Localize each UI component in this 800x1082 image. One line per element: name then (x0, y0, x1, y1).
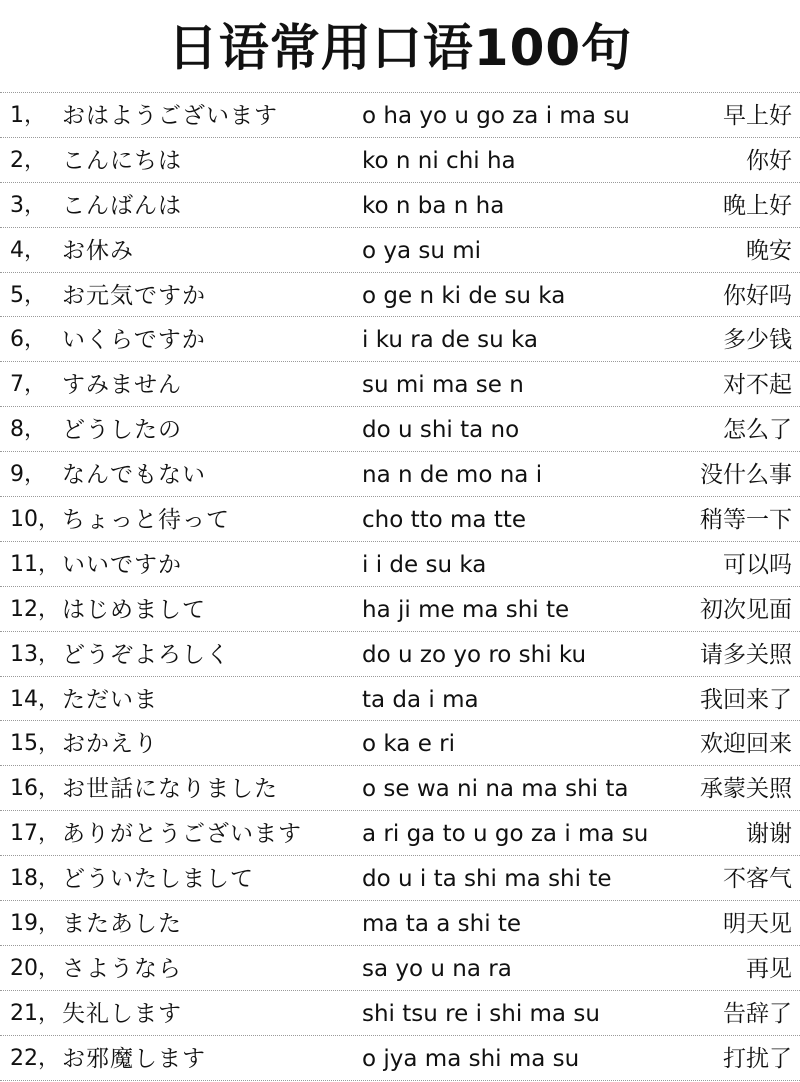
romaji-reading: sa yo u na ra (362, 955, 512, 982)
japanese-phrase: ただいま (62, 686, 158, 713)
romaji-reading: do u i ta shi ma shi te (362, 866, 612, 893)
phrase-row (0, 811, 800, 856)
japanese-phrase: いいですか (62, 551, 182, 578)
phrase-row (0, 721, 800, 766)
japanese-phrase: ありがとうございます (62, 821, 302, 848)
phrase-row (0, 183, 800, 228)
chinese-meaning: 多少钱 (723, 327, 792, 354)
phrase-number: 19， (10, 911, 60, 937)
phrase-number: 18， (10, 866, 60, 892)
romaji-reading: do u shi ta no (362, 417, 520, 444)
chinese-meaning: 怎么了 (723, 417, 792, 444)
japanese-phrase: どういたしまして (62, 866, 254, 893)
japanese-phrase: お休み (62, 237, 134, 264)
chinese-meaning: 没什么事 (700, 462, 792, 489)
japanese-phrase: お元気ですか (62, 282, 206, 309)
romaji-reading: o jya ma shi ma su (362, 1045, 580, 1072)
phrase-row (0, 766, 800, 811)
japanese-phrase: どうぞよろしく (62, 641, 230, 668)
phrase-number: 12， (10, 596, 60, 622)
chinese-meaning: 初次见面 (700, 596, 792, 623)
phrase-row (0, 228, 800, 273)
romaji-reading: do u zo yo ro shi ku (362, 641, 587, 668)
phrase-number: 10， (10, 507, 60, 533)
phrase-row (0, 452, 800, 497)
chinese-meaning: 承蒙关照 (700, 776, 792, 803)
phrase-number: 3， (10, 192, 46, 218)
romaji-reading: o ge n ki de su ka (362, 282, 566, 309)
phrase-row (0, 273, 800, 318)
romaji-reading: su mi ma se n (362, 372, 524, 399)
chinese-meaning: 打扰了 (723, 1045, 792, 1072)
phrase-number: 6， (10, 327, 46, 353)
phrase-number: 21， (10, 1000, 60, 1026)
chinese-meaning: 对不起 (723, 372, 792, 399)
phrase-row (0, 317, 800, 362)
phrase-number: 8， (10, 417, 46, 443)
romaji-reading: shi tsu re i shi ma su (362, 1000, 600, 1027)
phrase-row (0, 362, 800, 407)
romaji-reading: o se wa ni na ma shi ta (362, 776, 629, 803)
romaji-reading: a ri ga to u go za i ma su (362, 821, 649, 848)
romaji-reading: cho tto ma tte (362, 507, 527, 534)
phrase-row (0, 587, 800, 632)
phrase-row (0, 946, 800, 991)
phrase-number: 2， (10, 147, 46, 173)
phrase-row (0, 407, 800, 452)
phrase-number: 22， (10, 1045, 60, 1071)
romaji-reading: i i de su ka (362, 551, 487, 578)
japanese-phrase: すみません (62, 372, 182, 399)
romaji-reading: o ha yo u go za i ma su (362, 103, 630, 129)
phrase-number: 17， (10, 821, 60, 847)
chinese-meaning: 早上好 (723, 103, 792, 129)
phrase-number: 5， (10, 282, 46, 308)
romaji-reading: ko n ni chi ha (362, 147, 516, 174)
romaji-reading: ha ji me ma shi te (362, 596, 570, 623)
japanese-phrase: はじめまして (62, 596, 206, 623)
phrase-number: 11， (10, 551, 60, 577)
chinese-meaning: 可以吗 (723, 551, 792, 578)
romaji-reading: ko n ba n ha (362, 192, 505, 219)
phrase-number: 9， (10, 462, 46, 488)
phrase-row (0, 93, 800, 138)
phrase-row (0, 497, 800, 542)
phrase-row (0, 856, 800, 901)
chinese-meaning: 晚上好 (723, 192, 792, 219)
japanese-phrase: おはようございます (62, 103, 278, 129)
page-title: 日语常用口语100句 (0, 0, 800, 93)
phrase-row (0, 632, 800, 677)
phrase-row (0, 1036, 800, 1081)
phrase-number: 16， (10, 776, 60, 802)
chinese-meaning: 欢迎回来 (700, 731, 792, 758)
phrase-number: 20， (10, 955, 60, 981)
phrase-number: 7， (10, 372, 46, 398)
romaji-reading: i ku ra de su ka (362, 327, 539, 354)
phrase-row (0, 542, 800, 587)
phrase-number: 14， (10, 686, 60, 712)
japanese-phrase: いくらですか (62, 327, 206, 354)
japanese-phrase: またあした (62, 911, 182, 938)
japanese-phrase: こんにちは (62, 147, 182, 174)
chinese-meaning: 晚安 (746, 237, 792, 264)
phrase-row (0, 991, 800, 1036)
romaji-reading: ta da i ma (362, 686, 479, 713)
japanese-phrase: ちょっと待って (62, 507, 230, 534)
romaji-reading: o ya su mi (362, 237, 482, 264)
japanese-phrase: さようなら (62, 955, 182, 982)
japanese-phrase: 失礼します (62, 1000, 182, 1027)
chinese-meaning: 你好 (746, 147, 792, 174)
phrase-number: 13， (10, 641, 60, 667)
japanese-phrase: どうしたの (62, 417, 182, 444)
japanese-phrase: なんでもない (62, 462, 206, 489)
chinese-meaning: 请多关照 (700, 641, 792, 668)
chinese-meaning: 告辞了 (723, 1000, 792, 1027)
phrase-row (0, 677, 800, 722)
phrase-row (0, 138, 800, 183)
chinese-meaning: 谢谢 (746, 821, 792, 848)
phrase-list (0, 93, 800, 1081)
chinese-meaning: 我回来了 (700, 686, 792, 713)
romaji-reading: ma ta a shi te (362, 911, 522, 938)
phrase-number: 15， (10, 731, 60, 757)
chinese-meaning: 明天见 (723, 911, 792, 938)
chinese-meaning: 不客气 (723, 866, 792, 893)
phrase-number: 1， (10, 103, 46, 128)
phrase-row (0, 901, 800, 946)
chinese-meaning: 再见 (746, 955, 792, 982)
chinese-meaning: 你好吗 (723, 282, 792, 309)
japanese-phrase: お世話になりました (62, 776, 278, 803)
japanese-phrase: お邪魔します (62, 1045, 206, 1072)
japanese-phrase: おかえり (62, 731, 158, 758)
chinese-meaning: 稍等一下 (700, 507, 792, 534)
romaji-reading: na n de mo na i (362, 462, 543, 489)
japanese-phrase: こんばんは (62, 192, 182, 219)
romaji-reading: o ka e ri (362, 731, 456, 758)
phrase-number: 4， (10, 237, 46, 263)
